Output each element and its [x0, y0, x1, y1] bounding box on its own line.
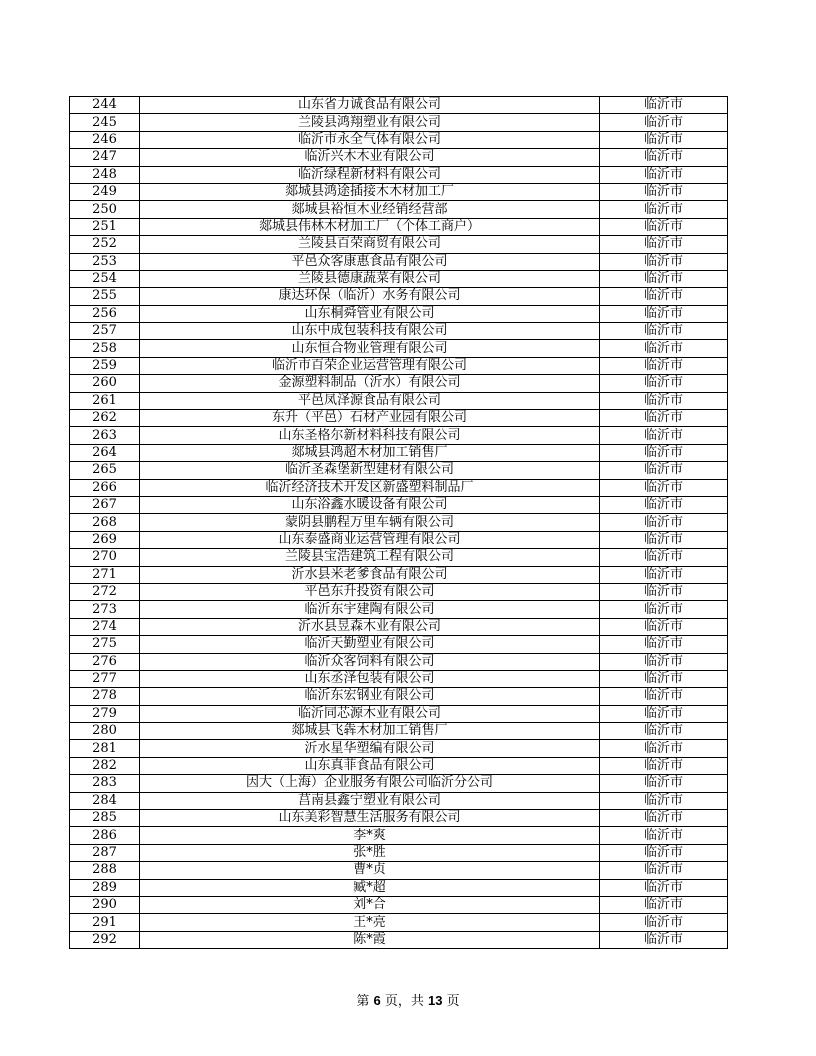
city-cell: 临沂市 [600, 410, 728, 427]
table-row [70, 670, 728, 687]
page-footer [0, 990, 816, 1009]
city-cell: 临沂市 [600, 253, 728, 270]
table-row [70, 427, 728, 444]
city-cell: 临沂市 [600, 914, 728, 931]
table-row [70, 444, 728, 461]
city-cell: 临沂市 [600, 514, 728, 531]
company-name-cell: 李*爽 [140, 827, 600, 844]
company-name-cell: 陈*霞 [140, 931, 600, 948]
row-number-cell: 254 [70, 270, 140, 287]
row-number-cell: 270 [70, 549, 140, 566]
row-number-cell: 289 [70, 879, 140, 896]
city-cell: 临沂市 [600, 740, 728, 757]
city-cell: 临沂市 [600, 531, 728, 548]
row-number-cell: 249 [70, 183, 140, 200]
table-row [70, 183, 728, 200]
row-number-cell: 260 [70, 375, 140, 392]
row-number-cell: 268 [70, 514, 140, 531]
table-row [70, 757, 728, 774]
row-number-cell: 250 [70, 201, 140, 218]
company-name-cell: 临沂众客饲料有限公司 [140, 653, 600, 670]
city-cell: 临沂市 [600, 166, 728, 183]
company-name-cell: 兰陵县鸿翔塑业有限公司 [140, 114, 600, 131]
company-name-cell: 兰陵县百荣商贸有限公司 [140, 236, 600, 253]
city-cell: 临沂市 [600, 827, 728, 844]
city-cell: 临沂市 [600, 392, 728, 409]
table-row [70, 723, 728, 740]
table-row [70, 705, 728, 722]
table-row [70, 131, 728, 148]
row-number-cell: 281 [70, 740, 140, 757]
row-number-cell: 269 [70, 531, 140, 548]
company-name-cell: 山东丞泽包装有限公司 [140, 670, 600, 687]
row-number-cell: 247 [70, 149, 140, 166]
company-name-cell: 郯城县飞犇木材加工销售厂 [140, 723, 600, 740]
table-row [70, 601, 728, 618]
row-number-cell: 256 [70, 305, 140, 322]
row-number-cell: 253 [70, 253, 140, 270]
table-row [70, 496, 728, 513]
city-cell: 临沂市 [600, 723, 728, 740]
company-name-cell: 临沂东宏钢业有限公司 [140, 688, 600, 705]
company-name-cell: 沂水星华塑编有限公司 [140, 740, 600, 757]
row-number-cell: 264 [70, 444, 140, 461]
row-number-cell: 267 [70, 496, 140, 513]
company-name-cell: 郯城县鸿超木材加工销售厂 [140, 444, 600, 461]
row-number-cell: 274 [70, 618, 140, 635]
company-name-cell: 临沂兴木木业有限公司 [140, 149, 600, 166]
table-row [70, 827, 728, 844]
row-number-cell: 265 [70, 462, 140, 479]
city-cell: 临沂市 [600, 340, 728, 357]
company-name-cell: 临沂天勤塑业有限公司 [140, 636, 600, 653]
table-row [70, 862, 728, 879]
city-cell: 临沂市 [600, 305, 728, 322]
row-number-cell: 292 [70, 931, 140, 948]
city-cell: 临沂市 [600, 288, 728, 305]
row-number-cell: 273 [70, 601, 140, 618]
row-number-cell: 255 [70, 288, 140, 305]
company-name-cell: 山东圣格尔新材料科技有限公司 [140, 427, 600, 444]
table-row [70, 288, 728, 305]
company-name-cell: 山东真菲食品有限公司 [140, 757, 600, 774]
table-row [70, 201, 728, 218]
row-number-cell: 285 [70, 810, 140, 827]
row-number-cell: 257 [70, 323, 140, 340]
company-name-cell: 张*胜 [140, 844, 600, 861]
table-row [70, 410, 728, 427]
city-cell: 临沂市 [600, 218, 728, 235]
company-name-cell: 沂水县昱森木业有限公司 [140, 618, 600, 635]
city-cell: 临沂市 [600, 183, 728, 200]
table-body [70, 97, 728, 949]
row-number-cell: 277 [70, 670, 140, 687]
row-number-cell: 266 [70, 479, 140, 496]
company-name-cell: 东升（平邑）石材产业园有限公司 [140, 410, 600, 427]
table-row [70, 549, 728, 566]
row-number-cell: 248 [70, 166, 140, 183]
company-name-cell: 莒南县鑫宁塑业有限公司 [140, 792, 600, 809]
row-number-cell: 258 [70, 340, 140, 357]
city-cell: 临沂市 [600, 792, 728, 809]
table-row [70, 566, 728, 583]
city-cell: 临沂市 [600, 201, 728, 218]
row-number-cell: 280 [70, 723, 140, 740]
table-row [70, 392, 728, 409]
company-name-cell: 临沂圣森堡新型建材有限公司 [140, 462, 600, 479]
row-number-cell: 259 [70, 357, 140, 374]
row-number-cell: 262 [70, 410, 140, 427]
row-number-cell: 283 [70, 775, 140, 792]
city-cell: 临沂市 [600, 549, 728, 566]
company-name-cell: 山东省力诚食品有限公司 [140, 97, 600, 114]
company-name-cell: 平邑众客康惠食品有限公司 [140, 253, 600, 270]
row-number-cell: 284 [70, 792, 140, 809]
row-number-cell: 279 [70, 705, 140, 722]
city-cell: 临沂市 [600, 583, 728, 600]
city-cell: 临沂市 [600, 757, 728, 774]
table-row [70, 323, 728, 340]
row-number-cell: 263 [70, 427, 140, 444]
row-number-cell: 261 [70, 392, 140, 409]
city-cell: 临沂市 [600, 879, 728, 896]
row-number-cell: 245 [70, 114, 140, 131]
row-number-cell: 272 [70, 583, 140, 600]
company-name-cell: 山东美彩智慧生活服务有限公司 [140, 810, 600, 827]
table-row [70, 879, 728, 896]
table-row [70, 531, 728, 548]
table-row [70, 618, 728, 635]
city-cell: 临沂市 [600, 462, 728, 479]
city-cell: 临沂市 [600, 688, 728, 705]
city-cell: 临沂市 [600, 496, 728, 513]
table-row [70, 114, 728, 131]
company-name-cell: 曹*贞 [140, 862, 600, 879]
company-name-cell: 康达环保（临沂）水务有限公司 [140, 288, 600, 305]
table-row [70, 97, 728, 114]
current-page-number: 6 [373, 993, 381, 1008]
city-cell: 临沂市 [600, 114, 728, 131]
table-row [70, 810, 728, 827]
table-row [70, 357, 728, 374]
total-pages-number: 13 [428, 993, 443, 1008]
table-row [70, 514, 728, 531]
table-row [70, 479, 728, 496]
city-cell: 临沂市 [600, 653, 728, 670]
city-cell: 临沂市 [600, 479, 728, 496]
city-cell: 临沂市 [600, 427, 728, 444]
company-name-cell: 山东恒合物业管理有限公司 [140, 340, 600, 357]
city-cell: 临沂市 [600, 844, 728, 861]
table-row [70, 462, 728, 479]
row-number-cell: 276 [70, 653, 140, 670]
company-list-table [69, 96, 728, 949]
table-row [70, 583, 728, 600]
table-row [70, 375, 728, 392]
row-number-cell: 251 [70, 218, 140, 235]
table-row [70, 653, 728, 670]
row-number-cell: 286 [70, 827, 140, 844]
city-cell: 临沂市 [600, 636, 728, 653]
company-name-cell: 临沂绿程新材料有限公司 [140, 166, 600, 183]
row-number-cell: 288 [70, 862, 140, 879]
row-number-cell: 278 [70, 688, 140, 705]
city-cell: 临沂市 [600, 323, 728, 340]
company-name-cell: 临沂经济技术开发区新盛塑料制品厂 [140, 479, 600, 496]
company-name-cell: 郯城县裕恒木业经销经营部 [140, 201, 600, 218]
row-number-cell: 244 [70, 97, 140, 114]
city-cell: 临沂市 [600, 566, 728, 583]
footer-suffix: 页 [442, 994, 460, 1009]
company-name-cell: 山东桐舜管业有限公司 [140, 305, 600, 322]
city-cell: 临沂市 [600, 931, 728, 948]
company-name-cell: 臧*超 [140, 879, 600, 896]
company-name-cell: 沂水县米老爹食品有限公司 [140, 566, 600, 583]
city-cell: 临沂市 [600, 375, 728, 392]
company-name-cell: 临沂市百荣企业运营管理有限公司 [140, 357, 600, 374]
city-cell: 临沂市 [600, 357, 728, 374]
table-row [70, 218, 728, 235]
city-cell: 临沂市 [600, 601, 728, 618]
city-cell: 临沂市 [600, 705, 728, 722]
company-name-cell: 蒙阴县鹏程万里车辆有限公司 [140, 514, 600, 531]
row-number-cell: 287 [70, 844, 140, 861]
footer-middle: 页，共 [380, 994, 429, 1009]
company-name-cell: 临沂同芯源木业有限公司 [140, 705, 600, 722]
table-row [70, 740, 728, 757]
row-number-cell: 275 [70, 636, 140, 653]
city-cell: 临沂市 [600, 775, 728, 792]
table-row [70, 914, 728, 931]
city-cell: 临沂市 [600, 896, 728, 913]
company-name-cell: 因大（上海）企业服务有限公司临沂分公司 [140, 775, 600, 792]
row-number-cell: 290 [70, 896, 140, 913]
table-row [70, 253, 728, 270]
company-name-cell: 平邑凤泽源食品有限公司 [140, 392, 600, 409]
footer-prefix: 第 [356, 994, 374, 1009]
company-name-cell: 平邑东升投资有限公司 [140, 583, 600, 600]
table-row [70, 688, 728, 705]
city-cell: 临沂市 [600, 444, 728, 461]
company-name-cell: 山东浴鑫水暖设备有限公司 [140, 496, 600, 513]
table-row [70, 896, 728, 913]
company-name-cell: 金源塑料制品（沂水）有限公司 [140, 375, 600, 392]
row-number-cell: 282 [70, 757, 140, 774]
table-row [70, 636, 728, 653]
city-cell: 临沂市 [600, 149, 728, 166]
company-name-cell: 山东泰盛商业运营管理有限公司 [140, 531, 600, 548]
table-row [70, 149, 728, 166]
table-row [70, 844, 728, 861]
row-number-cell: 246 [70, 131, 140, 148]
company-name-cell: 兰陵县德康蔬菜有限公司 [140, 270, 600, 287]
row-number-cell: 271 [70, 566, 140, 583]
company-name-cell: 刘*合 [140, 896, 600, 913]
table-row [70, 270, 728, 287]
table-row [70, 236, 728, 253]
company-name-cell: 郯城县伟林木材加工厂（个体工商户） [140, 218, 600, 235]
city-cell: 临沂市 [600, 618, 728, 635]
city-cell: 临沂市 [600, 97, 728, 114]
city-cell: 临沂市 [600, 670, 728, 687]
company-name-cell: 兰陵县宝浩建筑工程有限公司 [140, 549, 600, 566]
table-row [70, 340, 728, 357]
city-cell: 临沂市 [600, 862, 728, 879]
city-cell: 临沂市 [600, 810, 728, 827]
table-row [70, 775, 728, 792]
row-number-cell: 252 [70, 236, 140, 253]
table-row [70, 931, 728, 948]
city-cell: 临沂市 [600, 270, 728, 287]
table-row [70, 305, 728, 322]
company-name-cell: 山东中成包装科技有限公司 [140, 323, 600, 340]
company-name-cell: 临沂市永全气体有限公司 [140, 131, 600, 148]
row-number-cell: 291 [70, 914, 140, 931]
company-name-cell: 郯城县鸿途插接木木材加工厂 [140, 183, 600, 200]
company-name-cell: 王*亮 [140, 914, 600, 931]
city-cell: 临沂市 [600, 236, 728, 253]
city-cell: 临沂市 [600, 131, 728, 148]
table-row [70, 166, 728, 183]
company-name-cell: 临沂东宇建陶有限公司 [140, 601, 600, 618]
table-row [70, 792, 728, 809]
